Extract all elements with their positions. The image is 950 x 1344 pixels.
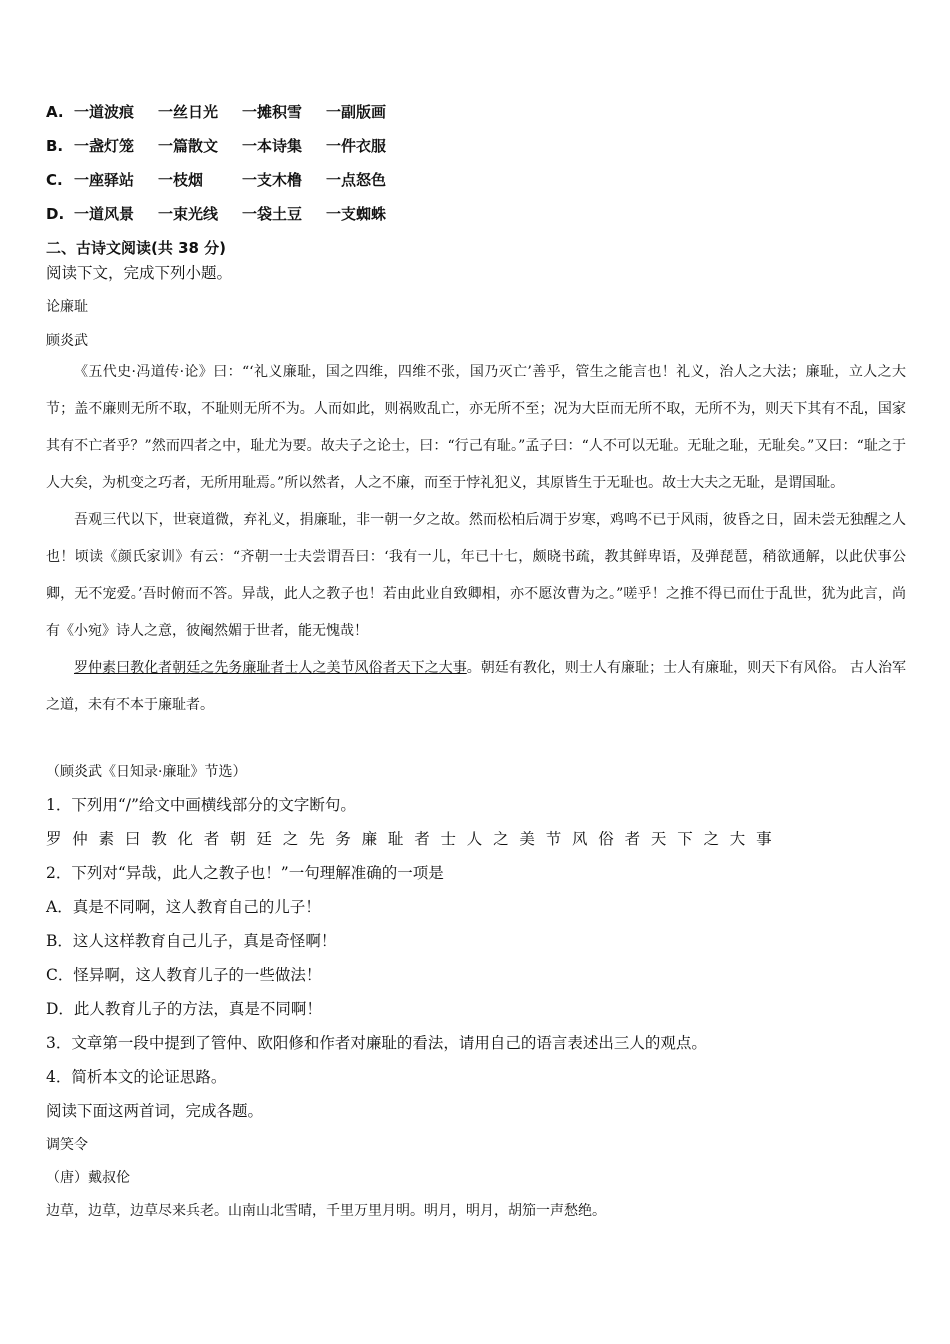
option-item: 一摊积雪	[242, 103, 303, 121]
option-item: 一支木橹	[242, 171, 303, 189]
option-row-d	[46, 204, 410, 224]
option-item: 一篇散文	[158, 137, 219, 155]
article-author: 顾炎武	[46, 333, 88, 349]
option-item: 一袋土豆	[242, 205, 303, 223]
paragraph-3	[46, 650, 906, 724]
option-item: 一丝日光	[158, 103, 219, 121]
question-4: 4．简析本文的论证思路。	[46, 1068, 227, 1086]
question-2-option-a: A．真是不同啊，这人教育自己的儿子！	[46, 898, 321, 916]
question-3: 3．文章第一段中提到了管仲、欧阳修和作者对廉耻的看法，请用自己的语言表述出三人的观点。	[46, 1034, 707, 1052]
underlined-sentence: 罗仲素曰教化者朝廷之先务廉耻者士人之美节风俗者天下之大事	[74, 660, 467, 676]
option-label: A.	[46, 103, 64, 121]
question-2-option-c: C．怪异啊，这人教育儿子的一些做法！	[46, 966, 322, 984]
option-item: 一副版画	[326, 103, 387, 121]
option-item: 一道风景	[74, 205, 135, 223]
paragraph-1: 《五代史·冯道传·论》曰：“‘礼义廉耻，国之四维，四维不张，国乃灭亡’善乎，管生之能言也！礼义，治人之大法；廉耻，立人之大节；盖不廉则无所不取，不耻则无所不为。人而如此，则祸败乱亡，亦无所不至；况为大臣而无所不取，无所不为，则天下其有不乱，国家其有不亡者乎？”然而四者之中，耻尤为要。故夫子之论士，曰：“行己有耻。”孟子曰：“人不可以无耻。无耻之耻，无耻矣。”又曰：“耻之于人大矣，为机变之巧者，无所用耻焉。”所以然者，人之不廉，而至于悖礼犯义，其原皆生于无耻也。故士大夫之无耻，是谓国耻。	[46, 364, 906, 491]
option-item: 一道波痕	[74, 103, 135, 121]
option-item: 一本诗集	[242, 137, 303, 155]
question-1-text: 罗仲素曰教化者朝廷之先务廉耻者士人之美节风俗者天下之大事	[46, 830, 783, 848]
section-title: 二、古诗文阅读(共 38 分)	[46, 239, 227, 257]
option-row-a	[46, 102, 410, 122]
option-row-c	[46, 170, 410, 190]
instruction-text: 阅读下文，完成下列小题。	[46, 264, 233, 282]
question-2-option-b: B．这人这样教育自己儿子，真是奇怪啊！	[46, 932, 337, 950]
question-1: 1．下列用“/”给文中画横线部分的文字断句。	[46, 796, 356, 814]
poem-text: 边草，边草，边草尽来兵老。山南山北雪晴，千里万里月明。明月，明月，胡笳一声愁绝。	[46, 1203, 606, 1219]
source-citation: （顾炎武《日知录·廉耻》节选）	[46, 764, 247, 780]
option-item: 一枝烟	[158, 171, 204, 189]
option-label: B.	[46, 137, 64, 155]
option-item: 一件衣服	[326, 137, 387, 155]
question-2: 2．下列对“异哉，此人之教子也！”一句理解准确的一项是	[46, 864, 444, 882]
article-body	[46, 354, 906, 724]
poem-title: 调笑令	[46, 1137, 88, 1153]
option-item: 一盏灯笼	[74, 137, 135, 155]
option-item: 一点怒色	[326, 171, 387, 189]
poem-author: （唐）戴叔伦	[46, 1170, 130, 1186]
article-title: 论廉耻	[46, 299, 88, 315]
paragraph-2: 吾观三代以下，世衰道微，弃礼义，捐廉耻，非一朝一夕之故。然而松柏后凋于岁寒，鸡鸣不已于风雨，彼昏之日，固未尝无独醒之人也！顷读《颜氏家训》有云：“齐朝一士夫尝谓吾曰：‘我有一儿，年已十七，颇晓书疏，教其鲜卑语，及弹琵琶，稍欲通解，以此伏事公卿，无不宠爱。’吾时俯而不答。异哉，此人之教子也！若由此业自致卿相，亦不愿汝曹为之。”嗟乎！之推不得已而仕于乱世，犹为此言，尚有《小宛》诗人之意，彼阉然媚于世者，能无愧哉！	[46, 512, 906, 639]
question-2-option-d: D．此人教育儿子的方法，真是不同啊！	[46, 1000, 322, 1018]
option-label: C.	[46, 171, 63, 189]
option-item: 一座驿站	[74, 171, 135, 189]
option-item: 一束光线	[158, 205, 219, 223]
option-label: D.	[46, 205, 65, 223]
option-item: 一支蜘蛛	[326, 205, 387, 223]
option-row-b	[46, 136, 410, 156]
paragraph-3-rest: 。朝廷有教化，则士人有廉耻；士人有廉耻，则天下有风俗。 古人治军之道，未有不本于廉耻者。	[46, 660, 906, 713]
instruction-text-2: 阅读下面这两首词，完成各题。	[46, 1102, 264, 1120]
